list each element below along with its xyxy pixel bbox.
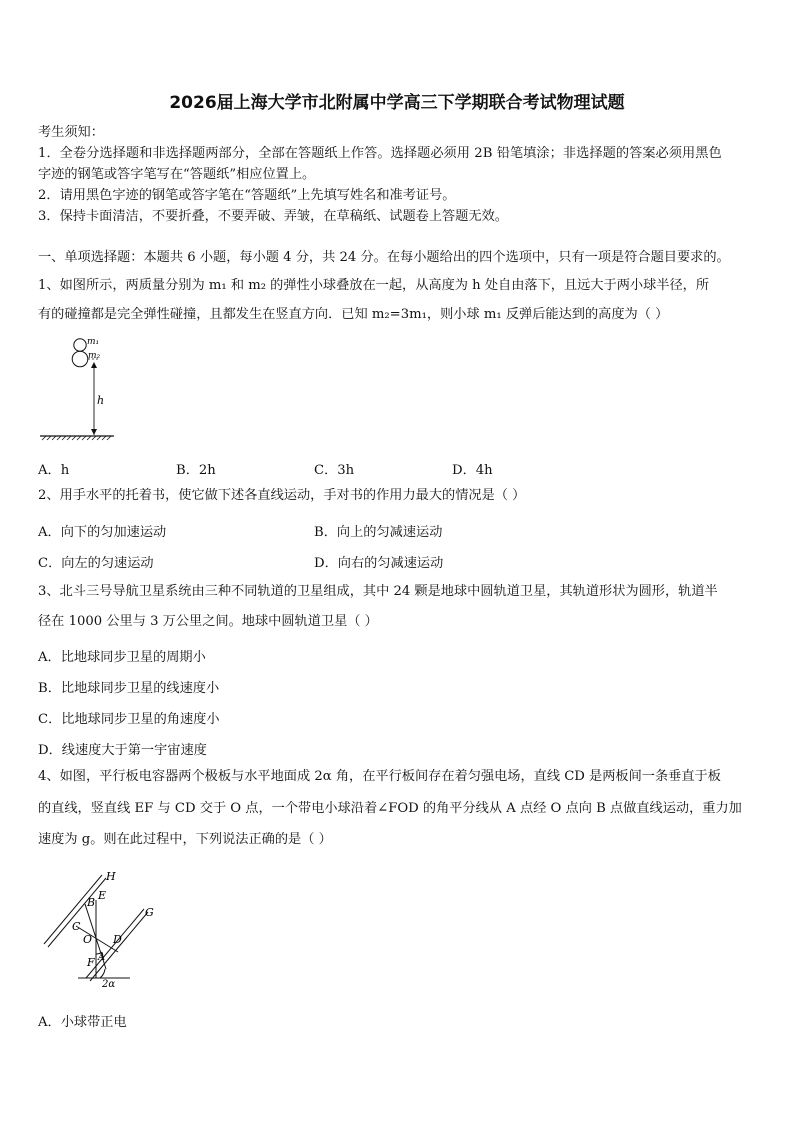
height-arrowhead-top bbox=[91, 362, 97, 368]
q3-stem-line-2: 径在 1000 公里与 3 万公里之间。地球中圆轨道卫星（ ） bbox=[38, 614, 378, 629]
exam-title: 2026届上海大学市北附属中学高三下学期联合考试物理试题 bbox=[169, 93, 625, 113]
q2-option-d[interactable]: D．向右的匀减速运动 bbox=[314, 556, 444, 571]
q1-figure bbox=[36, 334, 116, 442]
label-m1: m₁ bbox=[87, 337, 100, 347]
label-a: A bbox=[98, 952, 106, 963]
q2-option-b[interactable]: B．向上的匀减速运动 bbox=[314, 525, 443, 540]
ball-m1 bbox=[74, 339, 86, 351]
section-heading: 一、单项选择题：本题共 6 小题，每小题 4 分，共 24 分。在每小题给出的四个选项中，只有一项是符合题目要求的。 bbox=[38, 250, 730, 265]
q3-stem-line-1: 3、北斗三号导航卫星系统由三种不同轨道的卫星组成，其中 24 颗是地球中圆轨道卫星，其轨道形状为圆形，轨道半 bbox=[38, 584, 718, 599]
label-b: B bbox=[87, 896, 96, 909]
q4-stem-line-2: 的直线，竖直线 EF 与 CD 交于 O 点，一个带电小球沿着∠FOD 的角平分线从 A 点经 O 点向 B 点做直线运动，重力加 bbox=[38, 801, 742, 816]
q4-stem-line-1: 4、如图，平行板电容器两个极板与水平地面成 2α 角，在平行板间存在着匀强电场，直线 CD 是两板间一条垂直于板 bbox=[38, 769, 721, 784]
label-f: F bbox=[87, 956, 95, 969]
label-d: D bbox=[113, 933, 122, 946]
plate-h-outer bbox=[44, 875, 102, 944]
notice-line-3: 2．请用黑色字迹的钢笔或答字笔在“答题纸”上先填写姓名和准考证号。 bbox=[38, 188, 456, 203]
label-c: C bbox=[72, 920, 81, 933]
q1-option-a[interactable]: A．h bbox=[38, 463, 70, 478]
height-arrowhead bbox=[91, 429, 97, 435]
q1-option-c[interactable]: C．3h bbox=[314, 463, 355, 478]
label-angle: 2α bbox=[102, 979, 116, 990]
q4-option-a[interactable]: A．小球带正电 bbox=[38, 1015, 127, 1030]
ground-hatching bbox=[42, 436, 111, 440]
q2-stem: 2、用手水平的托着书，使它做下述各直线运动，手对书的作用力最大的情况是（ ） bbox=[38, 488, 526, 503]
label-o: O bbox=[83, 933, 93, 946]
q1-stem-line-1: 1、如图所示，两质量分别为 m₁ 和 m₂ 的弹性小球叠放在一起，从高度为 h 处自由落下，且远大于两小球半径，所 bbox=[38, 278, 710, 293]
notice-line-2: 字迹的钢笔或答字笔写在“答题纸”相应位置上。 bbox=[38, 167, 316, 182]
q1-option-b[interactable]: B．2h bbox=[176, 463, 216, 478]
label-e: E bbox=[98, 889, 107, 902]
q3-option-b[interactable]: B．比地球同步卫星的线速度小 bbox=[38, 681, 220, 696]
notice-heading: 考生须知： bbox=[38, 125, 104, 140]
ball-m2 bbox=[72, 351, 88, 367]
q3-option-c[interactable]: C．比地球同步卫星的角速度小 bbox=[38, 712, 220, 727]
q1-stem-line-2: 有的碰撞都是完全弹性碰撞，且都发生在竖直方向．已知 m₂=3m₁，则小球 m₁ 反弹后能达到的高度为（ ） bbox=[38, 307, 669, 322]
q4-stem-line-3: 速度为 g。则在此过程中，下列说法正确的是（ ） bbox=[38, 832, 332, 847]
label-g: G bbox=[145, 906, 154, 919]
q3-option-d[interactable]: D．线速度大于第一宇宙速度 bbox=[38, 743, 207, 758]
label-h: H bbox=[106, 870, 116, 883]
q1-option-d[interactable]: D．4h bbox=[452, 463, 493, 478]
label-h: h bbox=[97, 394, 105, 407]
label-m2: m₂ bbox=[88, 351, 101, 361]
q4-figure bbox=[38, 866, 168, 994]
q2-option-c[interactable]: C．向左的匀速运动 bbox=[38, 556, 154, 571]
q3-option-a[interactable]: A．比地球同步卫星的周期小 bbox=[38, 650, 206, 665]
q2-option-a[interactable]: A．向下的匀加速运动 bbox=[38, 525, 167, 540]
notice-line-1: 1．全卷分选择题和非选择题两部分，全部在答题纸上作答。选择题必须用 2B 铅笔填涂；非选择题的答案必须用黑色 bbox=[38, 146, 722, 161]
notice-line-4: 3．保持卡面清洁，不要折叠，不要弄破、弄皱，在草稿纸、试题卷上答题无效。 bbox=[38, 209, 508, 224]
angle-arc bbox=[100, 969, 105, 978]
